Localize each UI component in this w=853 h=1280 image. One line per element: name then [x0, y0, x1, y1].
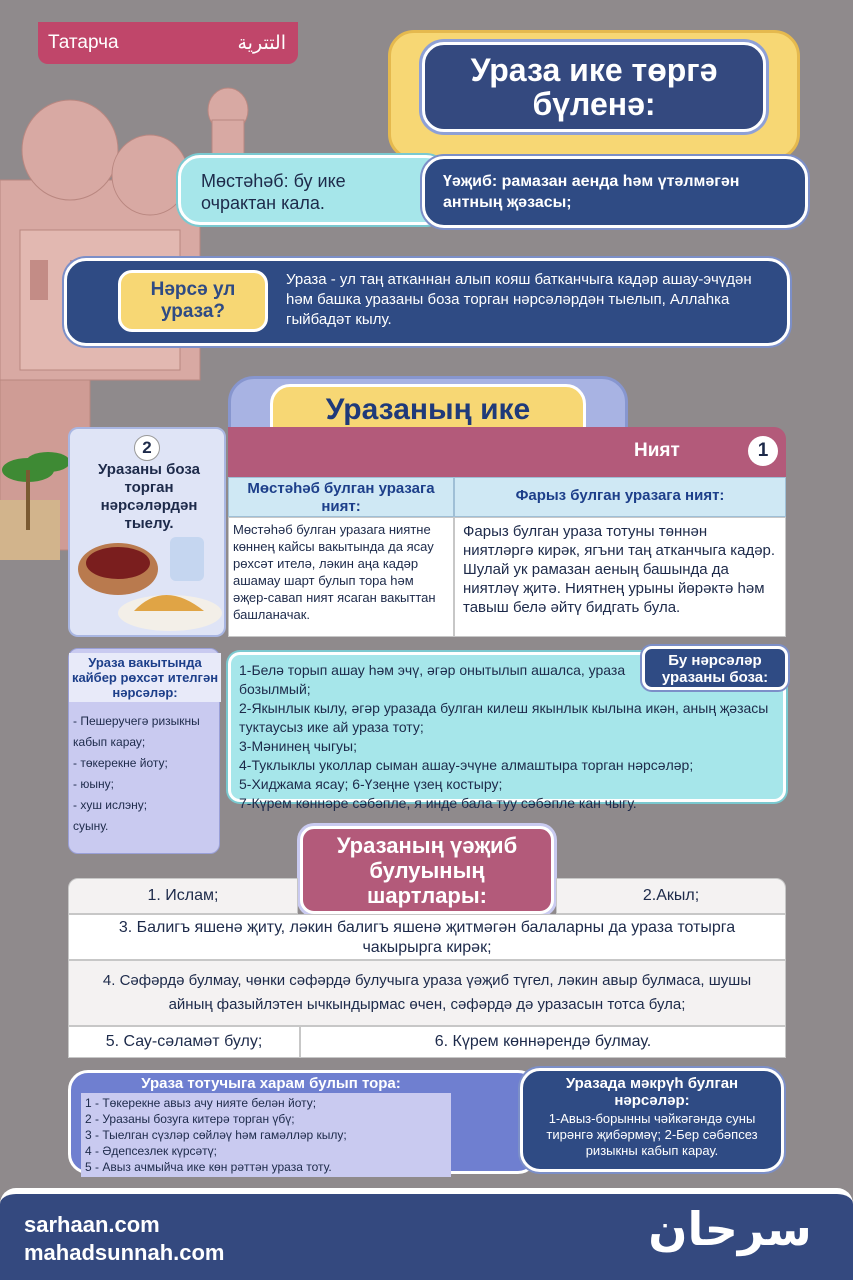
allowed-item: - юыну; — [73, 777, 114, 791]
haram-item: 4 - Әдепсезлек күрсәтү; — [85, 1144, 218, 1158]
pillar-2-card — [68, 427, 226, 637]
footer — [0, 1188, 853, 1280]
haram-box — [68, 1070, 538, 1174]
haram-title: Ураза тотучыга харам булып тора: — [141, 1075, 401, 1092]
what-label: Нәрсә ул ураза? — [118, 270, 268, 332]
pillar-1-title: Ният — [634, 440, 680, 461]
allowed-box — [68, 648, 220, 854]
condition-5: 5. Сау-сәламәт булу; — [68, 1026, 300, 1058]
breaker-line: 7-Күрем көннәре сәбәпле, я инде бала туу сәбәпле кан чыгу. — [239, 795, 637, 811]
intention-b-head: Фарыз булган уразага ният: — [454, 477, 786, 517]
pillar-1-number: 1 — [748, 436, 778, 466]
title-types: Ураза ике төргә бүленә: — [422, 42, 766, 132]
haram-item: 5 - Авыз ачмыйча ике көн рәттән ураза тоту. — [85, 1160, 332, 1174]
haram-item: 1 - Төкерекне авыз ачу нияте белән йоту; — [85, 1096, 317, 1110]
breaker-line: 3-Мәнинең чыгуы; — [239, 738, 358, 754]
haram-item: 2 - Уразаны бозуга китерә торган үбү; — [85, 1112, 295, 1126]
makruh-title: Уразада мәкрүһ булган нәрсәләр: — [565, 1075, 739, 1109]
breaker-line: 1-Белә торып ашау һәм эчү, әгәр онытылып ашалса, ураза бозылмый; — [239, 662, 626, 697]
allowed-item: - Пешеручегә ризыкны — [73, 714, 200, 728]
type-mustahab: Мөстәһәб: бу ике очрактан кала. — [178, 155, 448, 225]
condition-1: 1. Ислам; — [68, 878, 298, 914]
allowed-item: - төкерекне йоту; — [73, 756, 168, 770]
title-conditions: Уразаның үәҗиб булуының шартлары: — [300, 826, 554, 914]
haram-item: 3 - Тыелган сүзләр сөйләү һәм гамәлләр кылу; — [85, 1128, 347, 1142]
breaker-line: 2-Якынлык кылу, әгәр уразада булган килеш якынлык кылына икән, аның җәзасы туктаусыз ике ай ураза тоту; — [239, 700, 769, 735]
condition-6: 6. Күрем көннәрендә булмау. — [300, 1026, 786, 1058]
pillar-2-title: Уразаны боза торган нәрсәләрдән тыелу. — [98, 461, 200, 532]
breaker-line: 5-Хиджама ясау; 6-Үзеңне үзең костыру; — [239, 776, 503, 792]
intention-a-text: Мөстәһәб булган уразага ниятне көннең кайсы вакытында да ясау рөхсәт ителә, ләкин аңа кадәр ашамау шарт булып тора һәм әҗер-савап ният ясаган вакыттан башланачак. — [228, 517, 454, 637]
intention-a-head: Мөстәһәб булган уразага ният: — [228, 477, 454, 517]
condition-2: 2.Акыл; — [556, 878, 786, 914]
title-pillars: Уразаның ике — [270, 384, 586, 464]
condition-4: 4. Сәфәрдә булмау, чөнки сәфәрдә булучыга ураза үәҗиб түгел, ләкин авыр булмаса, шушы айның фазыйлэтен ычкындырмас өчен, сәфәрдә дә уразасын тотса була; — [68, 960, 786, 1026]
breakers-title: Бу нәрсәләр уразаны боза: — [642, 646, 788, 690]
allowed-item: кабып карау; — [73, 735, 146, 749]
type-wajib: Үәҗиб: рамазан аенда һәм үтәлмәгән антның җәзасы; — [422, 156, 808, 228]
site-link-1[interactable]: sarhaan.com — [24, 1212, 160, 1237]
condition-3: 3. Балигъ яшенә җиту, ләкин балигъ яшенә җитмәгән балаларны да ураза тотырга чакырырга кирәк; — [68, 914, 786, 960]
allowed-item: - хуш ислэну; — [73, 798, 148, 812]
allowed-title: Ураза вакытында кайбер рөхсәт ителгән нәрсәләр: — [69, 653, 221, 702]
intention-b-text: Фарыз булган ураза тотуны төннән ниятләргә кирәк, ягъни таң атканчыга кадәр. Шулай ук рамазан аеның башында да ниятләү җитә. Ниятнең урыны йөрәктә һәм тавыш белә әйтү бидгать була. — [454, 517, 786, 637]
allowed-list — [73, 711, 219, 837]
what-text: Ураза - ул таң атканнан алып кояш батканчыга кадәр ашау-эчүдән һәм башка уразаны боза торган нәрсәләрдән тыелып, Аллаһка гыйбадәт кылу. — [286, 271, 752, 328]
site-link-2[interactable]: mahadsunnah.com — [24, 1240, 225, 1265]
makruh-box — [520, 1068, 784, 1172]
allowed-item: суыну. — [73, 819, 109, 833]
dates-plate-icon — [74, 529, 224, 633]
sarhaan-logo: سرحان — [648, 1202, 812, 1256]
pillar-1-header — [228, 427, 786, 477]
haram-list — [81, 1093, 451, 1177]
lang-label-arabic: التترية — [237, 32, 286, 54]
lang-label: Татарча — [48, 32, 119, 53]
language-tab — [38, 22, 298, 64]
breaker-line: 4-Туклыклы уколлар сыман ашау-эчүне алмаштыра торган нәрсәләр; — [239, 757, 694, 773]
makruh-text: 1-Авыз-борынны чәйкәгәндә суны тирәнгә җибәрмәү; 2-Бер сәбәпсез ризыкны кабып карау. — [546, 1111, 758, 1158]
pillar-2-number: 2 — [134, 435, 160, 461]
